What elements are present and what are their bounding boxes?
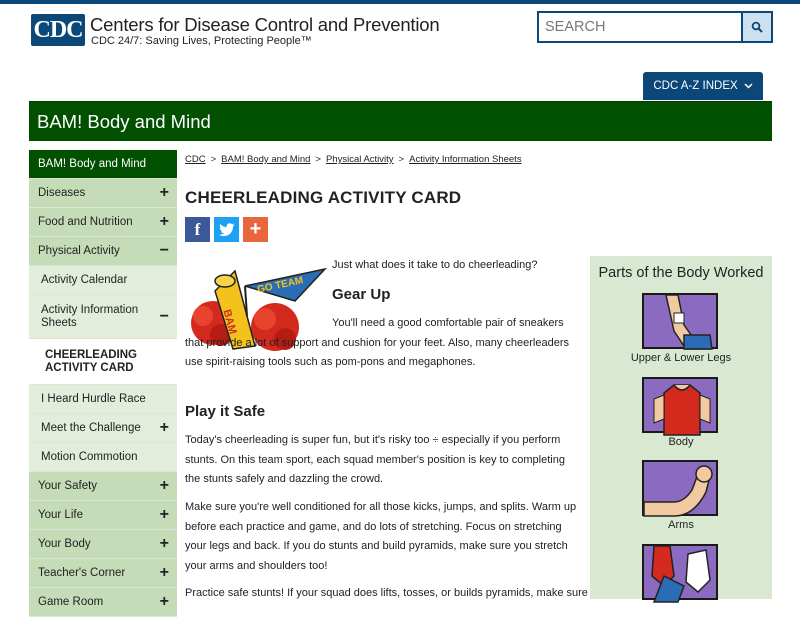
expand-icon[interactable]: + <box>159 477 169 494</box>
sidebar-item-label: BAM! Body and Mind <box>38 158 147 170</box>
plus-icon: + <box>249 218 262 240</box>
breadcrumb-separator: > <box>210 154 217 165</box>
sidebar-item-label: Your Life <box>38 509 83 521</box>
sidebar-item-your-body[interactable] <box>29 530 177 559</box>
expand-icon[interactable]: + <box>159 564 169 581</box>
expand-icon[interactable]: + <box>159 213 169 230</box>
sidebar-item-label: Your Body <box>38 538 91 550</box>
sidebar-item-game-room[interactable] <box>29 588 177 617</box>
play-safe-paragraph-3: Practice safe stunts! If your squad does lifts, tosses, or builds pyramids, make sure <box>185 587 588 599</box>
sidebar-item-label: Your Safety <box>38 480 98 492</box>
site-title[interactable]: BAM! Body and Mind <box>37 111 211 132</box>
sidebar-item-physical-activity[interactable] <box>29 237 177 266</box>
gear-up-heading: Gear Up <box>332 286 391 303</box>
breadcrumb-separator: > <box>398 154 405 165</box>
arms-label: Arms <box>668 519 694 531</box>
sidebar-item-meet-the-challenge[interactable] <box>29 414 177 443</box>
sidebar-item-label: Activity Calendar <box>41 274 128 286</box>
facebook-share-button[interactable] <box>185 217 210 242</box>
sidebar-item-label: Activity Information Sheets <box>41 303 139 329</box>
sidebar-item-motion-commotion[interactable] <box>29 443 177 472</box>
body-image <box>642 377 718 433</box>
expand-icon[interactable]: + <box>159 535 169 552</box>
sidebar-item-label: Meet the Challenge <box>41 422 141 434</box>
search-input[interactable] <box>539 13 741 41</box>
org-tagline: CDC 24/7: Saving Lives, Protecting People™ <box>91 35 312 47</box>
play-safe-paragraph-1: Today's cheerleading is super fun, but it's risky too ÷ especially if you perform stunts. On this team sport, each squad member's position is key to completing the stunts safely and dazzling the crowd. <box>185 434 565 486</box>
breadcrumb-physical-activity[interactable]: Physical Activity <box>325 154 394 165</box>
page-title: CHEERLEADING ACTIVITY CARD <box>185 188 462 207</box>
sidebar-item-your-life[interactable] <box>29 501 177 530</box>
org-title[interactable]: Centers for Disease Control and Prevention <box>90 14 440 35</box>
body-label: Body <box>668 436 694 448</box>
breadcrumb-activity-sheets[interactable]: Activity Information Sheets <box>409 154 522 165</box>
gear-up-text: You'll need a good comfortable pair of sneakers that provide a lot of support and cushion for your feet. Also, many cheerleaders use spirit-raising tools such as pom-pons and megaphones. <box>185 317 570 369</box>
sidebar-item-activity-calendar[interactable] <box>29 266 177 295</box>
search-bar <box>537 11 773 43</box>
sidebar-item-label: I Heard Hurdle Race <box>41 393 146 405</box>
sidebar-item-cheerleading-activity-card[interactable] <box>29 339 177 385</box>
play-safe-paragraph-2: Make sure you're well conditioned for all those kicks, jumps, and splits. Warm up before each practice and game, and do lots of stretching. Focus on stretching your legs and back. If you do stunts and build pyramids, make sure you stretch your arms and shoulders too! <box>185 501 577 572</box>
sidebar-item-activity-information-sheets[interactable] <box>29 295 177 339</box>
body-parts-panel <box>590 256 772 599</box>
expand-icon[interactable]: + <box>159 593 169 610</box>
megaphone-text: BAM <box>220 308 239 336</box>
legs-image <box>642 293 718 349</box>
sidebar-item-hurdle-race[interactable] <box>29 385 177 414</box>
sidebar-nav <box>29 150 177 617</box>
facebook-icon: f <box>194 219 201 239</box>
intro-text: Just what does it take to do cheerleading? <box>332 259 538 271</box>
sidebar-item-label: Diseases <box>38 187 86 199</box>
sidebar-item-label: Physical Activity <box>38 245 120 257</box>
collapse-icon[interactable]: − <box>159 307 169 325</box>
more-share-button[interactable] <box>243 217 268 242</box>
sidebar-item-teachers-corner[interactable] <box>29 559 177 588</box>
site-banner <box>29 101 772 141</box>
expand-icon[interactable]: + <box>159 506 169 523</box>
search-icon <box>751 21 763 33</box>
collapse-icon[interactable]: − <box>159 242 169 259</box>
play-safe-heading: Play it Safe <box>185 403 266 420</box>
twitter-share-button[interactable] <box>214 217 239 242</box>
legs-label: Upper & Lower Legs <box>630 352 732 364</box>
sidebar-item-label: Food and Nutrition <box>38 216 133 228</box>
top-accent-bar <box>0 0 800 4</box>
arms-image <box>642 460 718 516</box>
breadcrumb-separator: > <box>315 154 321 165</box>
sidebar-item-food-nutrition[interactable] <box>29 208 177 237</box>
breadcrumb <box>185 154 522 165</box>
az-index-label: CDC A-Z INDEX <box>653 80 738 92</box>
cdc-logo-text: CDC <box>33 16 83 43</box>
sidebar-item-label: CHEERLEADING ACTIVITY CARD <box>45 348 138 374</box>
sidebar-item-diseases[interactable] <box>29 179 177 208</box>
sidebar-item-label: Teacher's Corner <box>38 567 126 579</box>
cdc-logo[interactable] <box>31 14 85 46</box>
sidebar-item-label: Motion Commotion <box>41 451 138 463</box>
share-bar <box>185 217 268 242</box>
feet-image <box>642 544 718 600</box>
twitter-icon <box>219 223 235 237</box>
sidebar-item-label: Game Room <box>38 596 104 608</box>
sidebar-item-bam-home[interactable] <box>29 150 177 179</box>
search-button[interactable] <box>741 13 771 41</box>
body-parts-title: Parts of the Body Worked <box>598 265 764 281</box>
expand-icon[interactable]: + <box>159 419 169 436</box>
expand-icon[interactable]: + <box>159 184 169 201</box>
az-index-button[interactable] <box>643 72 763 100</box>
chevron-down-icon <box>744 83 753 89</box>
breadcrumb-bam[interactable]: BAM! Body and Mind <box>221 154 311 165</box>
breadcrumb-cdc[interactable]: CDC <box>185 154 206 165</box>
sidebar-item-your-safety[interactable] <box>29 472 177 501</box>
pennant-text: GO TEAM <box>256 275 305 296</box>
